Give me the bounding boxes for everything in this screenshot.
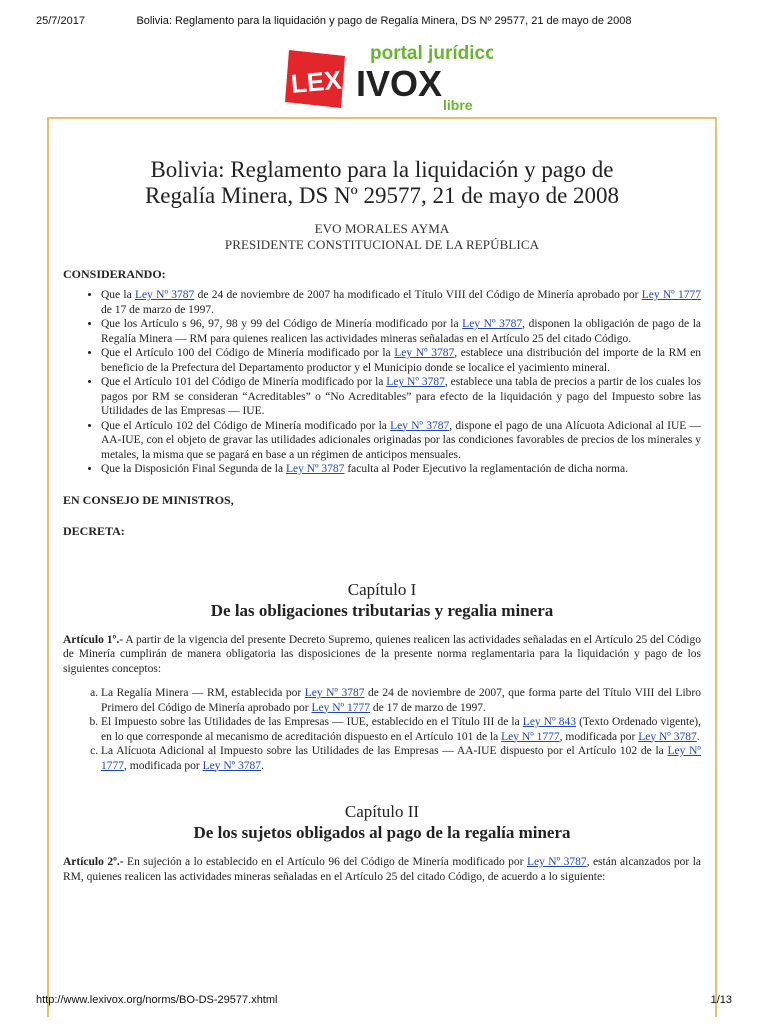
law-link[interactable]: Ley Nº 1777	[101, 745, 701, 772]
author-block	[63, 221, 701, 253]
law-link[interactable]: Ley Nº 1777	[501, 730, 560, 743]
law-link[interactable]: Ley Nº 3787	[390, 419, 450, 432]
chapter-1-heading	[63, 579, 701, 621]
chapter-2-title: De los sujetos obligados al pago de la regalía minera	[193, 823, 571, 842]
lexivox-logo-graphic	[283, 38, 493, 114]
law-link[interactable]: Ley Nº 1777	[641, 289, 702, 301]
lexivox-logo[interactable]	[283, 38, 493, 114]
chapter-2-heading	[63, 801, 701, 843]
title-line-1: Bolivia: Reglamento para la liquidación y pago de	[150, 157, 614, 182]
decreta-line: DECRETA:	[63, 523, 125, 538]
author-name: EVO MORALES AYMA	[314, 221, 450, 236]
print-page-number: 1/13	[710, 994, 732, 1006]
list-item: a. La Regalía Minera — RM, establecida por Ley Nº 3787 de 24 de noviembre de 2007, que forma parte del Título VIII del Libro Primero del Código de Minería aprobado por Ley Nº 1777 de 17 de marzo de 1997.	[101, 686, 701, 715]
logo-tagline: portal jurídico	[370, 43, 493, 64]
law-link[interactable]: Ley Nº 3787	[202, 759, 262, 772]
logo-lex-text: LEX	[289, 64, 343, 99]
article-1-text: A partir de la vigencia del presente Decreto Supremo, quienes realicen las actividades señaladas en el Artículo 25 del Código de Minería cumplirán de manera obligatoria las disposiciones de la presente norma reglamentaria para la liquidación y pago de los siguientes conceptos:	[63, 633, 701, 675]
chapter-1-label: Capítulo I	[347, 579, 417, 599]
chapter-1-title: De las obligaciones tributarias y regalia minera	[210, 600, 554, 620]
law-link[interactable]: Ley Nº 3787	[462, 318, 523, 330]
law-link[interactable]: Ley Nº 3787	[386, 376, 445, 388]
law-link[interactable]: Ley Nº 1777	[311, 701, 370, 714]
law-link[interactable]: Ley Nº 3787	[304, 687, 365, 699]
law-link[interactable]: Ley Nº 3787	[285, 463, 345, 475]
pdf-print-header	[36, 15, 732, 29]
law-link[interactable]: Ley Nº 3787	[526, 856, 587, 868]
list-item: b. El Impuesto sobre las Utilidades de las Empresas — IUE, establecido en el Título III de la Ley Nº 843 (Texto Ordenado vigente), en lo que corresponde al mecanismo de acreditación dispuesto en el Artículo 101 de la Ley Nº 1777, modificada por Ley Nº 3787.	[101, 715, 701, 744]
article-1-items	[63, 686, 701, 773]
logo-ivox-text: IVOX	[356, 63, 443, 104]
considerando-heading: CONSIDERANDO:	[63, 267, 166, 281]
list-item: • Que la Disposición Final Segunda de la Ley Nº 3787 faculta al Poder Ejecutivo la reglamentación de dicha norma.	[101, 462, 701, 477]
list-item: • Que los Artículo s 96, 97, 98 y 99 del Código de Minería modificado por la Ley Nº 3787, disponen la obligación de pago de la Regalía Minera — RM para quienes realicen las actividades mineras señaladas en el Artículo 25 del citado Código.	[101, 317, 701, 346]
law-link[interactable]: Ley Nº 3787	[135, 289, 195, 301]
article-1	[63, 633, 701, 677]
list-item: • Que el Artículo 101 del Código de Minería modificado por la Ley Nº 3787, establece una tabla de precios a partir de los cuales los pagos por RM se consideran “Acreditables” o “No Acreditables” para efecto de la liquidación y pago del Impuesto sobre las Utilidades de las Empresas — IUE.	[101, 375, 701, 419]
list-item: • Que el Artículo 100 del Código de Minería modificado por la Ley Nº 3787, establece una distribución del importe de la RM en beneficio de la Prefectura del Departamento productor y el Municipio donde se localice el yacimiento mineral.	[101, 346, 701, 375]
author-role: PRESIDENTE CONSTITUCIONAL DE LA REPÚBLICA	[224, 237, 540, 252]
print-title: Bolivia: Reglamento para la liquidación y pago de Regalía Minera, DS Nº 29577, 21 de mayo de 2008	[136, 15, 632, 27]
law-link[interactable]: Ley Nº 3787	[638, 730, 697, 743]
chapter-2-label: Capítulo II	[344, 802, 420, 821]
list-item: • Que la Ley Nº 3787 de 24 de noviembre de 2007 ha modificado el Título VIII del Código de Minería aprobado por Ley Nº 1777 de 17 de marzo de 1997.	[101, 288, 701, 317]
en-consejo-line: EN CONSEJO DE MINISTROS,	[63, 492, 234, 507]
document-title	[63, 157, 701, 209]
list-item: c. La Alícuota Adicional al Impuesto sobre las Utilidades de las Empresas — AA-IUE dispuesto por el Artículo 102 de la Ley Nº 1777, modificada por Ley Nº 3787.	[101, 744, 701, 773]
print-url: http://www.lexivox.org/norms/BO-DS-29577.xhtml	[36, 994, 278, 1006]
law-link[interactable]: Ley Nº 3787	[394, 347, 455, 359]
list-item: • Que el Artículo 102 del Código de Minería modificado por la Ley Nº 3787, dispone el pago de una Alícuota Adicional al IUE — AA-IUE, con el objeto de gravar las utilidades adicionales originadas por las condiciones favorables de precios de los minerales y metales, la misma que se pagará en base a un régimen de anticipos mensuales.	[101, 419, 701, 463]
considerando-list	[63, 288, 701, 477]
law-link[interactable]: Ley Nº 843	[522, 716, 576, 728]
article-1-label: Artículo 1º.-	[63, 633, 124, 646]
pdf-print-footer	[36, 994, 732, 1008]
document-frame	[47, 117, 717, 1017]
print-date: 25/7/2017	[36, 15, 85, 27]
logo-libre-text: libre	[443, 97, 473, 113]
title-line-2: Regalía Minera, DS Nº 29577, 21 de mayo de 2008	[144, 183, 620, 208]
article-2: Artículo 2º.- En sujeción a lo establecido en el Artículo 96 del Código de Minería modificado por Ley Nº 3787, están alcanzados por la RM, quienes realicen las actividades mineras señaladas en el Artículo 25 del citado Código, de acuerdo a lo siguiente:	[63, 856, 701, 883]
article-2-label: Artículo 2º.-	[63, 856, 124, 868]
